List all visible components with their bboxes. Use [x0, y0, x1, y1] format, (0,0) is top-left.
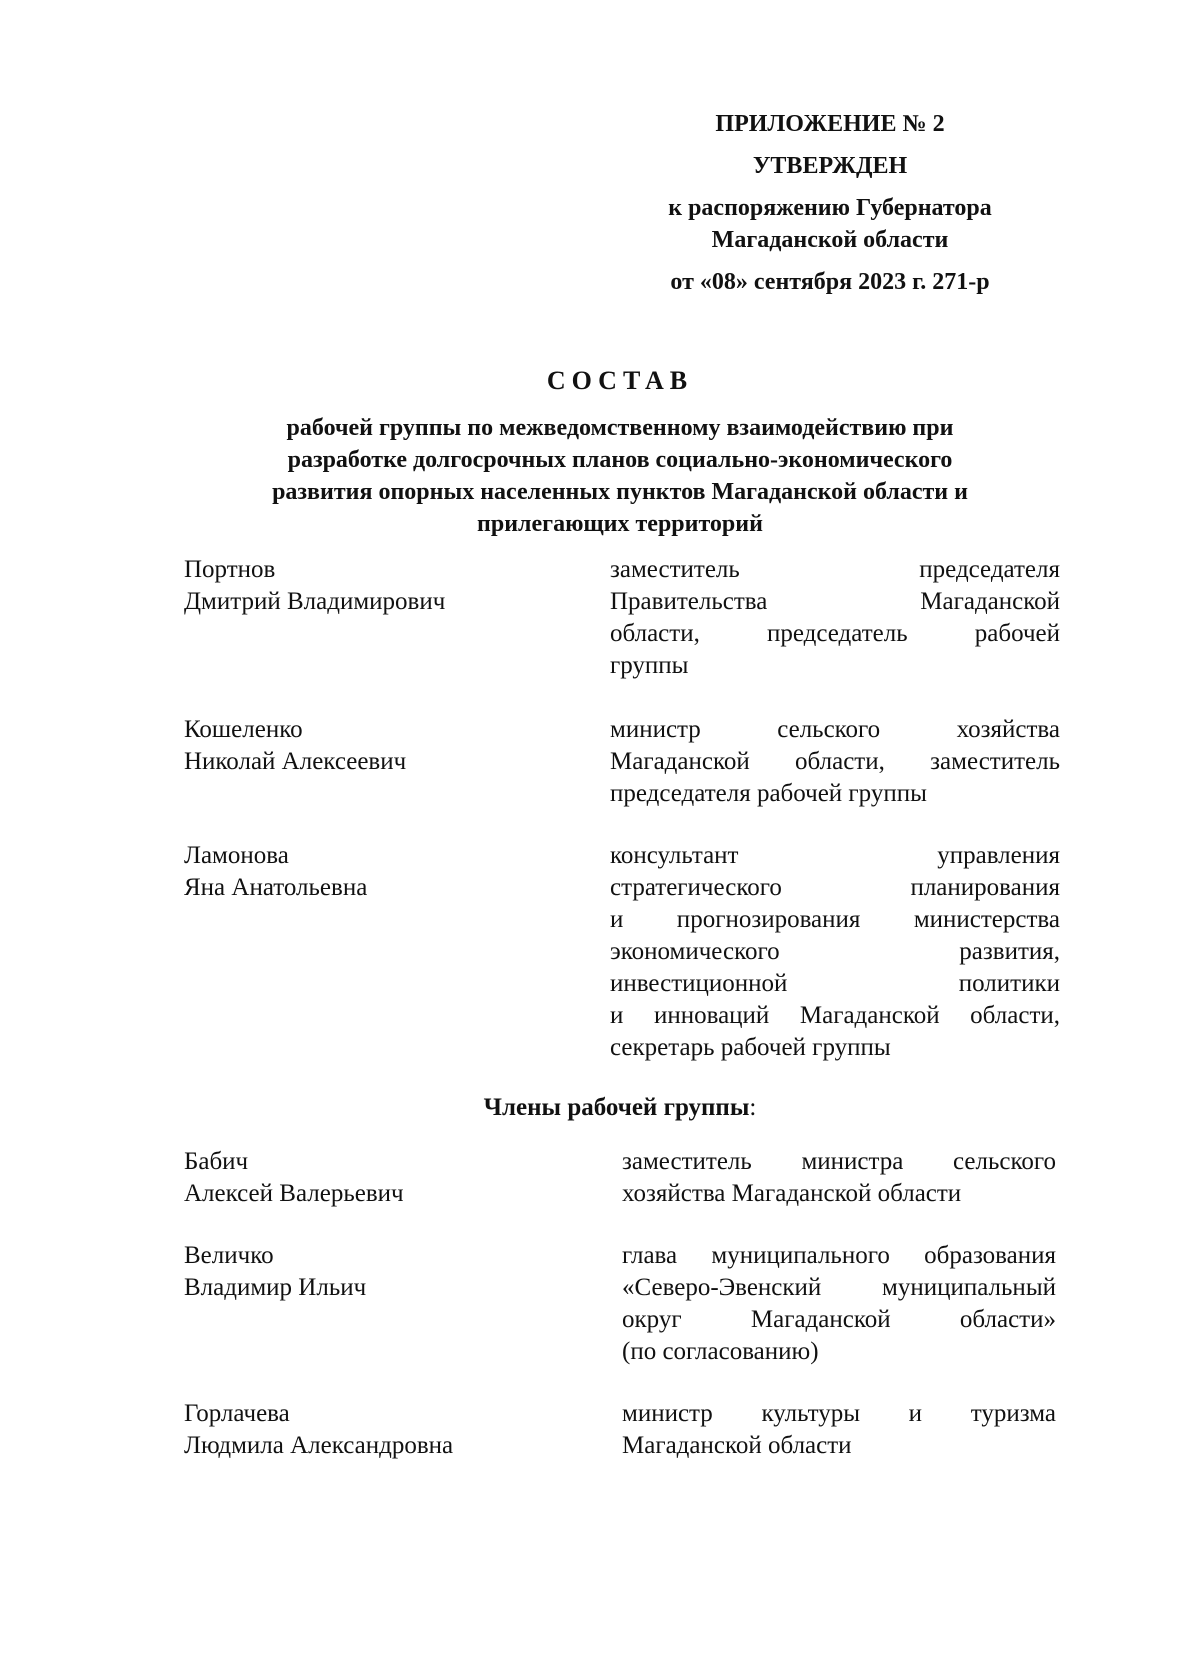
- position-line: «Северо-Эвенский муниципальный: [622, 1274, 1056, 1301]
- person-surname: Величко: [184, 1242, 274, 1269]
- person-name: [184, 554, 564, 618]
- position-line: консультант управления: [610, 842, 1060, 869]
- position-line: Правительства Магаданской: [610, 588, 1060, 615]
- person-position: [610, 840, 1060, 1064]
- person-surname: Кошеленко: [184, 716, 303, 743]
- person-surname: Горлачева: [184, 1400, 290, 1427]
- person-given-names: Людмила Александровна: [184, 1432, 454, 1459]
- order-date: от «08» сентября 2023 г. 271-р: [670, 269, 990, 295]
- person-given-names: Яна Анатольевна: [184, 874, 368, 901]
- position-line: заместитель председателя: [610, 556, 1060, 583]
- position-line: секретарь рабочей группы: [610, 1034, 891, 1061]
- position-line: глава муниципального образования: [622, 1242, 1056, 1269]
- person-name: [184, 1146, 564, 1210]
- approval-header: [620, 108, 1040, 298]
- subtitle-line: разработке долгосрочных планов социально-экономического: [287, 447, 953, 473]
- approved-label: УТВЕРЖДЕН: [752, 153, 908, 179]
- document-title: СОСТАВ: [546, 366, 694, 395]
- position-line: министр культуры и туризма: [622, 1400, 1056, 1427]
- position-line: председателя рабочей группы: [610, 780, 927, 807]
- members-heading-text: Члены рабочей группы: [483, 1094, 750, 1121]
- subtitle-line: прилегающих территорий: [477, 511, 763, 537]
- person-given-names: Алексей Валерьевич: [184, 1180, 404, 1207]
- person-name: [184, 714, 564, 778]
- position-line: министр сельского хозяйства: [610, 716, 1060, 743]
- position-line: Магаданской области: [622, 1432, 852, 1459]
- subtitle-line: рабочей группы по межведомственному взаимодействию при: [286, 415, 954, 441]
- person-name: [184, 1398, 564, 1462]
- person-position: [622, 1398, 1056, 1462]
- subtitle-line: развития опорных населенных пунктов Магаданской области и: [272, 479, 968, 505]
- position-line: инвестиционной политики: [610, 970, 1060, 997]
- members-heading-colon: :: [749, 1094, 757, 1121]
- person-surname: Ламонова: [184, 842, 289, 869]
- position-line: заместитель министра сельского: [622, 1148, 1056, 1175]
- position-line: и прогнозирования министерства: [610, 906, 1060, 933]
- position-line: экономического развития,: [610, 938, 1060, 965]
- position-line: и инноваций Магаданской области,: [610, 1002, 1060, 1029]
- person-position: [622, 1146, 1056, 1210]
- person-given-names: Дмитрий Владимирович: [184, 588, 446, 615]
- position-line: группы: [610, 652, 689, 679]
- position-line: стратегического планирования: [610, 874, 1060, 901]
- order-reference-line2: Магаданской области: [711, 227, 949, 253]
- person-surname: Бабич: [184, 1148, 249, 1175]
- person-given-names: Николай Алексеевич: [184, 748, 407, 775]
- appendix-number: ПРИЛОЖЕНИЕ № 2: [715, 111, 945, 137]
- person-position: [622, 1240, 1056, 1368]
- order-reference-line1: к распоряжению Губернатора: [668, 195, 992, 221]
- document-subtitle: [180, 412, 1060, 540]
- person-position: [610, 554, 1060, 682]
- person-given-names: Владимир Ильич: [184, 1274, 367, 1301]
- person-position: [610, 714, 1060, 810]
- members-heading: [160, 1094, 1080, 1122]
- person-surname: Портнов: [184, 556, 276, 583]
- position-line: области, председатель рабочей: [610, 620, 1060, 647]
- position-line: (по согласованию): [622, 1338, 819, 1365]
- person-name: [184, 840, 564, 904]
- person-name: [184, 1240, 564, 1304]
- position-line: Магаданской области, заместитель: [610, 748, 1060, 775]
- position-line: хозяйства Магаданской области: [622, 1180, 962, 1207]
- position-line: округ Магаданской области»: [622, 1306, 1056, 1333]
